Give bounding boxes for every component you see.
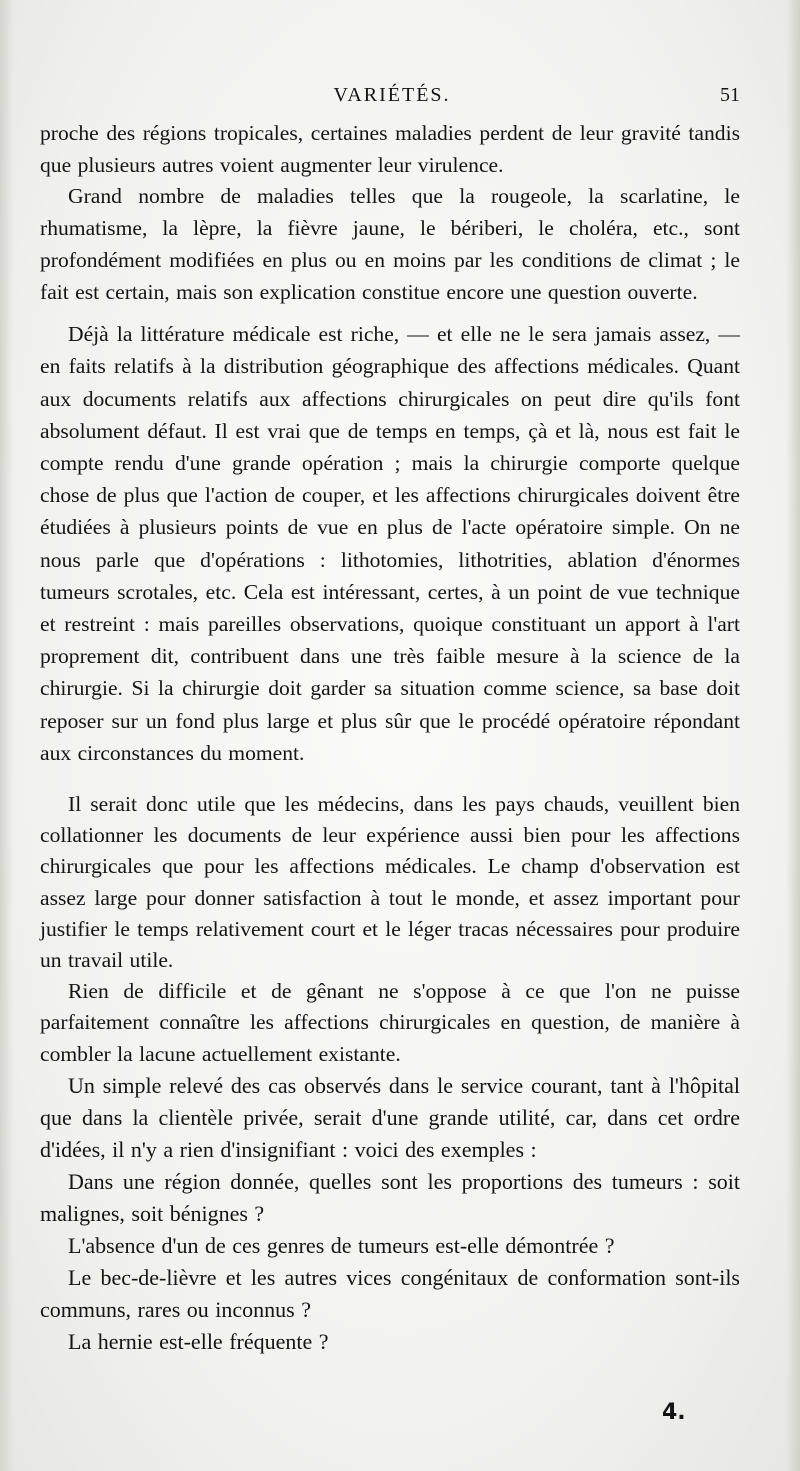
body-text bbox=[40, 118, 740, 1358]
paragraph-9: Le bec-de-lièvre et les autres vices congénitaux de conformation sont-ils communs, rares ou inconnus ? bbox=[40, 1264, 740, 1322]
paragraph-2: Grand nombre de maladies telles que la rougeole, la scarlatine, le rhumatisme, la lèpre, la fièvre jaune, le bériberi, le choléra, etc., sont profondément modifiées en plus ou en moins par les conditions de climat ; le fait est certain, mais son explication constitue encore une question ouverte. bbox=[40, 184, 740, 304]
paragraph-1: proche des régions tropicales, certaines maladies perdent de leur gravité tandis que plusieurs autres voient augmenter leur virulence. bbox=[40, 121, 740, 177]
page-edge-shadow-left bbox=[0, 0, 14, 1471]
paragraph-7: Dans une région donnée, quelles sont les proportions des tumeurs : soit malignes, soit bénignes ? bbox=[40, 1168, 740, 1226]
page-number: 51 bbox=[720, 84, 740, 106]
text-block-1 bbox=[40, 118, 740, 308]
paragraph-8: L'absence d'un de ces genres de tumeurs est-elle démontrée ? bbox=[68, 1232, 615, 1258]
text-block-3 bbox=[40, 789, 740, 1358]
text-block-2 bbox=[40, 318, 740, 769]
paragraph-10: La hernie est-elle fréquente ? bbox=[68, 1328, 329, 1354]
paragraph-6: Un simple relevé des cas observés dans le service courant, tant à l'hôpital que dans la clientèle privée, serait d'une grande utilité, car, dans cet ordre d'idées, il n'y a rien d'insignifiant : voici des exemples : bbox=[40, 1072, 740, 1162]
paragraph-5: Rien de difficile et de gênant ne s'oppose à ce que l'on ne puisse parfaitement connaître les affections chirurgicales en question, de manière à combler la lacune actuellement existante. bbox=[40, 979, 740, 1066]
paragraph-3: Déjà la littérature médicale est riche, — et elle ne le sera jamais assez, — en faits relatifs à la distribution géographique des affections médicales. Quant aux documents relatifs aux affections chirurgicales on peut dire qu'ils font absolument défaut. Il est vrai que de temps en temps, çà et là, nous est fait le compte rendu d'une grande opération ; mais la chirurgie comporte quelque chose de plus que l'action de couper, et les affections chirurgicales doivent être étudiées à plusieurs points de vue en plus de l'acte opératoire simple. On ne nous parle que d'opérations : lithotomies, lithotrities, ablation d'énormes tumeurs scrotales, etc. Cela est intéressant, certes, à un point de vue technique et restreint : mais pareilles observations, quoique constituant un apport à l'art proprement dit, contribuent dans une très faible mesure à la science de la chirurgie. Si la chirurgie doit garder sa situation comme science, sa base doit reposer sur un fond plus large et plus sûr que le procédé opératoire répondant aux circonstances du moment. bbox=[40, 322, 740, 765]
signature-mark: 4. bbox=[662, 1400, 686, 1425]
paragraph-4: Il serait donc utile que les médecins, dans les pays chauds, veuillent bien collationner les documents de leur expérience aussi bien pour les affections chirurgicales que pour les affections médicales. Le champ d'observation est assez large pour donner satisfaction à tout le monde, et assez important pour justifier le temps relativement court et le léger tracas nécessaires pour produire un travail utile. bbox=[40, 792, 740, 973]
page-edge-shadow-right bbox=[786, 0, 800, 1471]
page-header bbox=[38, 84, 746, 118]
running-title: VARIÉTÉS. bbox=[333, 84, 451, 106]
